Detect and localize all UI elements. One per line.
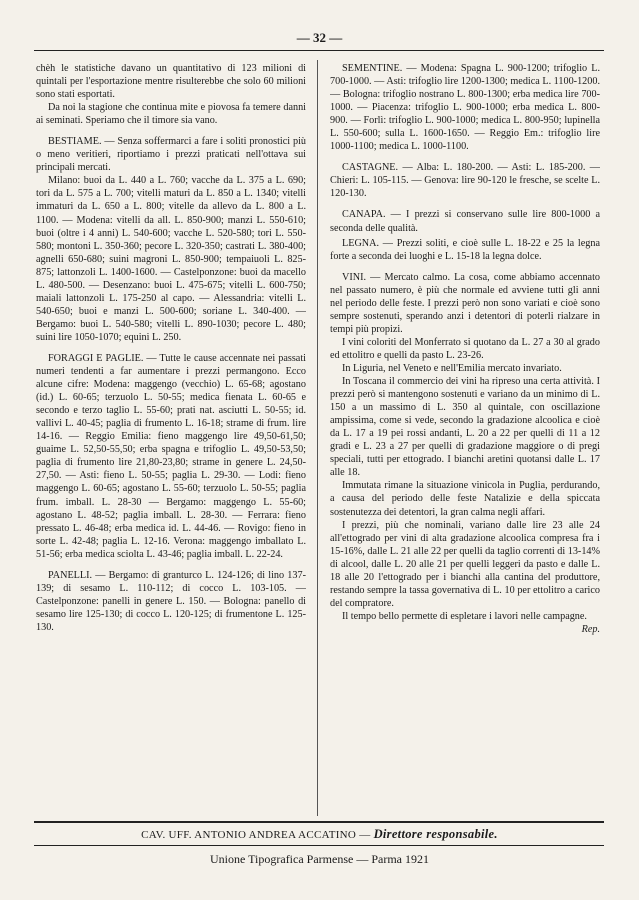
- right-column-paragraph: VINI. — Mercato calmo. La cosa, come abbiamo accennato nel passato numero, è più che normale ed avviene tutti gli anni nel periodo delle feste. I prezzi però non sono variati e cioè sono sempre sostenuti, sperando anzi i detentori di poterli rialzare in tempi più propizi.: [330, 271, 600, 335]
- left-column-paragraph: BESTIAME. — Senza soffermarci a fare i soliti pronostici più o meno veritieri, riportiamo i prezzi praticati nell'ottava sui principali mercati.: [36, 136, 306, 174]
- director-title: Direttore responsabile.: [373, 827, 498, 841]
- footer-rule-bottom: [34, 845, 604, 846]
- left-column-paragraph: Da noi la stagione che continua mite e piovosa fa temere danni ai seminati. Speriamo che il timore sia vano.: [36, 102, 306, 127]
- right-column-paragraph: I prezzi, più che nominali, variano dalle lire 23 alle 24 all'ettogrado per vini di alta gradazione alcoolica compresa fra i 15-16%, dalle L. 21 alle 22 per quelli da taglio correnti di 13-14% di alcool, dalle L. 20 alle 21 per quelli leggeri da pasto e dalle L. 18 alle 20 l'ettogrado per i bianchi alla cantina del produttore, restando sempre la tassa governativa di L. 10 per ettolitro a carico del compratore.: [330, 519, 600, 609]
- director-name: CAV. UFF. ANTONIO ANDREA ACCATINO —: [141, 829, 374, 841]
- left-column: [36, 62, 306, 820]
- signature: Rep.: [581, 623, 600, 635]
- director-line: [0, 827, 639, 842]
- right-column-paragraph: Il tempo bello permette di espletare i lavori nelle campagne.: [342, 610, 587, 622]
- left-column-paragraph: chèh le statistiche davano un quantitativo di 123 milioni di quintali per l'esportazione mentre risulterebbe che solo 60 milioni sono stati esportati.: [36, 63, 306, 101]
- right-column-paragraph: I vini coloriti del Monferrato si quotano da L. 27 a 30 al grado ed ettolitro e quelli da pasto L. 23-26.: [330, 336, 600, 361]
- right-column-paragraph: Immutata rimane la situazione vinicola in Puglia, perdurando, a causa del periodo delle feste Natalizie e della spiccata sostenutezza dei detentori, la gran calma negli affari.: [330, 480, 600, 518]
- right-column-paragraph: In Liguria, nel Veneto e nell'Emilia mercato invariato.: [342, 362, 562, 374]
- right-column-paragraph: In Toscana il commercio dei vini ha ripreso una certa attività. I prezzi però si mantengono sostenuti e variano da un minimo di L. 150 a un massimo di L. 350 al quintale, con oscillazione ampissima, come si vede, secondo la gradazione alcoolica e cioè da L. 17 a 19 pei rossi andanti, L. 20 a 22 per quelli di 11 a 12 gradi e L. 23 a 27 per quelli di gradazione maggiore o di pregi speciali, tutti per ettogrado. I bianchi aretini quotansi dalle L. 17 alle 18.: [330, 376, 600, 479]
- left-column-paragraph: PANELLI. — Bergamo: di granturco L. 124-126; di lino 137-139; di sesamo L. 110-112; di cocco L. 103-105. — Castelponzone: panelli in genere L. 150. — Bologna: panello di sesamo lire 125-130; di cocco L. 120-125; di frumentone L. 125-130.: [36, 569, 306, 633]
- footer-rule-top: [34, 821, 604, 823]
- printer-line: Unione Tipografica Parmense — Parma 1921: [210, 852, 429, 866]
- page-number: — 32 —: [296, 30, 343, 45]
- right-column-paragraph: CASTAGNE. — Alba: L. 180-200. — Asti: L. 185-200. — Chieri: L. 105-115. — Genova: lire 90-120 le fresche, se scelte L. 120-130.: [330, 162, 600, 200]
- right-column-paragraph: CANAPA. — I prezzi si conservano sulle lire 800-1000 a seconda delle qualità.: [330, 209, 600, 234]
- right-column-paragraph: SEMENTINE. — Modena: Spagna L. 900-1200; trifoglio L. 700-1000. — Asti: trifoglio lire 1200-1300; medica L. 1100-1200. — Bologna: trifoglio nostrano L. 800-1300; erba medica lire 700-1000. — Piacenza: trifoglio L. 900-1000; erba medica L. 800-900. — Forlì: trifoglio L. 900-1000; medica L. 800-950; lupinella L. 550-600; sulla L. 1600-1650. — Reggio Em.: trifoglio lire 1000-1100; medica L. 1000-1100.: [330, 63, 600, 153]
- right-column: [330, 62, 600, 816]
- left-column-paragraph: FORAGGI E PAGLIE. — Tutte le cause accennate nei passati numeri tendenti a far aumentare i prezzi permangono. Ecco alcune cifre: Modena: maggengo (vecchio) L. 65-68; agostano (id.) L. 60-65; terzuolo L. 50-55; medica fienata L. 60-65 e secondo e terzo taglio L. 55-60; prati nat. asciutti L. 50-55; id. vallivi L. 40-45; paglia di frumento L. 16-18; strame di frum. lire 14-16. — Reggio Emilia: fieno maggengo lire 49,50-61,50; guaime L. 52,50-55,50; erba spagna e trifoglio L. 49,50-53,50; paglia di frumento lire 21,80-23,80; strame in genere L. 24,50-27,50. — Asti: fieno L. 50-55; paglia L. 29-30. — Lodi: fieno maggengo L. 60-65; agostano L. 55-60; terzuolo L. 50-55; paglia frum. imball. L. 28-30 — Bergamo: maggengo L. 55-60; agostano L. 48-52; paglia imball. L. 28-30. — Ferrara: fieno pressato L. 46-48; erba medica id. L. 44-46. — Rovigo: fieno in sorte L. 42-48; paglia L. 12-16. Verona: maggengo imballato L. 51-56; erba medica sciolta L. 43-46; paglia imball. L. 22-24.: [36, 352, 306, 560]
- top-rule: [34, 50, 604, 51]
- right-column-paragraph: LEGNA. — Prezzi soliti, e cioè sulle L. 18-22 e 25 la legna forte a seconda dei luoghi e L. 15-18 la legna dolce.: [330, 237, 600, 262]
- column-divider: [317, 60, 318, 816]
- left-column-paragraph: Milano: buoi da L. 440 a L. 760; vacche da L. 375 a L. 690; tori da L. 575 a L. 700; vitelli maturi da L. 850 a L. 1340; vitelli immaturi da L. 650 a L. 800; vitelle da allevo da L. 800 a L. 1100. — Modena: vitelli da all. L. 850-900; manzi L. 550-610; buoi (oltre i 4 anni) L. 540-600; vacche L. 520-580; tori L. 550-580; montoni L. 350-360; pecore L. 320-350; castrati L. 380-400; agnelli 650-680; suini magroni L. 850-900; tempaiuoli L. 825-875; lattonzoli L. 1400-1600. — Castelponzone: buoi da macello L. 480-500. — Desenzano: buoi L. 475-675; vitelli L. 600-750; maiali lattonzoli L. 175-250 al capo. — Alessandria: vitelli L. 540-650; buoi e manzi L. 500-600; soriane L. 340-400. — Bergamo: buoi L. 540-580; vitelli L. 890-1030; pecore L. 480; suini lire 1050-1070; equini L. 250.: [36, 175, 306, 343]
